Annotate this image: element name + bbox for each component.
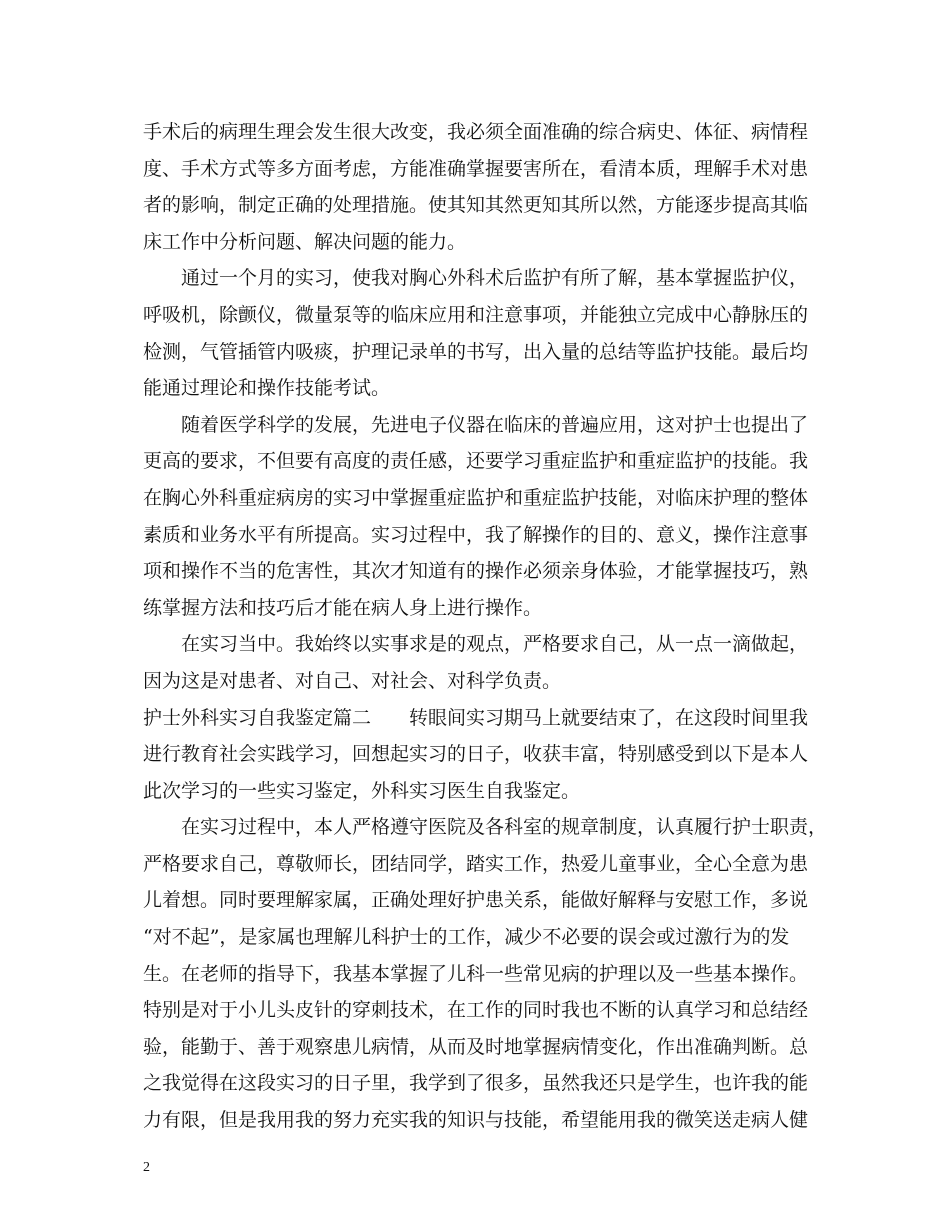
text-line: 呼吸机，除颤仪，微量泵等的临床应用和注意事项，并能独立完成中心静脉压的 [143, 303, 809, 326]
section-lead-text: 转眼间实习期马上就要结束了，在这段时间里我 [409, 706, 809, 729]
paragraph-start-line: 在实习当中。我始终以实事求是的观点，严格要求自己，从一点一滴做起， [181, 633, 809, 656]
text-line: 练掌握方法和技巧后才能在病人身上进行操作。 [143, 596, 543, 619]
text-line: 特别是对于小儿头皮针的穿刺技术，在工作的同时我也不断的认真学习和总结经 [143, 999, 809, 1022]
text-line: 严格要求自己，尊敬师长，团结同学，踏实工作，热爱儿童事业，全心全意为患 [143, 852, 809, 875]
text-line: 检测，气管插管内吸痰，护理记录单的书写，出入量的总结等监护技能。最后均 [143, 340, 809, 363]
text-line: 度、手术方式等多方面考虑，方能准确掌握要害所在，看清本质，理解手术对患 [143, 157, 809, 180]
text-line: 素质和业务水平有所提高。实习过程中，我了解操作的目的、意义，操作注意事 [143, 523, 809, 546]
paragraph-start-line: 随着医学科学的发展，先进电子仪器在临床的普遍应用，这对护士也提出了 [181, 413, 809, 436]
text-line: 手术后的病理生理会发生很大改变，我必须全面准确的综合病史、体征、病情程 [143, 121, 809, 143]
paragraph-start-line: 在实习过程中，本人严格遵守医院及各科室的规章制度，认真履行护士职责， [181, 816, 828, 839]
text-line: 此次学习的一些实习鉴定，外科实习医生自我鉴定。 [143, 779, 581, 802]
text-line: 床工作中分析问题、解决问题的能力。 [143, 230, 467, 253]
section-heading: 护士外科实习自我鉴定篇二 [143, 706, 372, 729]
text-line: 因为这是对患者、对自己、对社会、对科学负责。 [143, 669, 562, 692]
text-line: 之我觉得在这段实习的日子里，我学到了很多，虽然我还只是学生，也许我的能 [143, 1072, 809, 1095]
paragraph-start-line: 通过一个月的实习，使我对胸心外科术后监护有所了解，基本掌握监护仪， [181, 267, 809, 290]
text-line: 者的影响，制定正确的处理措施。使其知其然更知其所以然，方能逐步提高其临 [143, 194, 809, 217]
text-line: 力有限，但是我用我的努力充实我的知识与技能，希望能用我的微笑送走病人健 [143, 1109, 809, 1132]
text-line: 项和操作不当的危害性，其次才知道有的操作必须亲身体验，才能掌握技巧，熟 [143, 560, 809, 583]
text-line: 进行教育社会实践学习，回想起实习的日子，收获丰富，特别感受到以下是本人 [143, 743, 809, 766]
text-line: 能通过理论和操作技能考试。 [143, 377, 391, 400]
document-body [143, 114, 828, 1139]
text-line: “对不起”，是家属也理解儿科护士的工作，减少不必要的误会或过激行为的发 [143, 926, 790, 949]
text-line: 儿着想。同时要理解家属，正确处理好护患关系，能做好解释与安慰工作，多说 [143, 889, 809, 912]
text-line: 更高的要求，不但要有高度的责任感，还要学习重症监护和重症监护的技能。我 [143, 450, 809, 473]
section-heading-line [143, 700, 815, 737]
text-line: 验，能勤于、善于观察患儿病情，从而及时地掌握病情变化，作出准确判断。总 [143, 1035, 809, 1058]
page-number: 2 [143, 1160, 150, 1175]
text-line: 在胸心外科重症病房的实习中掌握重症监护和重症监护技能，对临床护理的整体 [143, 486, 809, 509]
text-line: 生。在老师的指导下，我基本掌握了儿科一些常见病的护理以及一些基本操作。 [143, 962, 809, 985]
